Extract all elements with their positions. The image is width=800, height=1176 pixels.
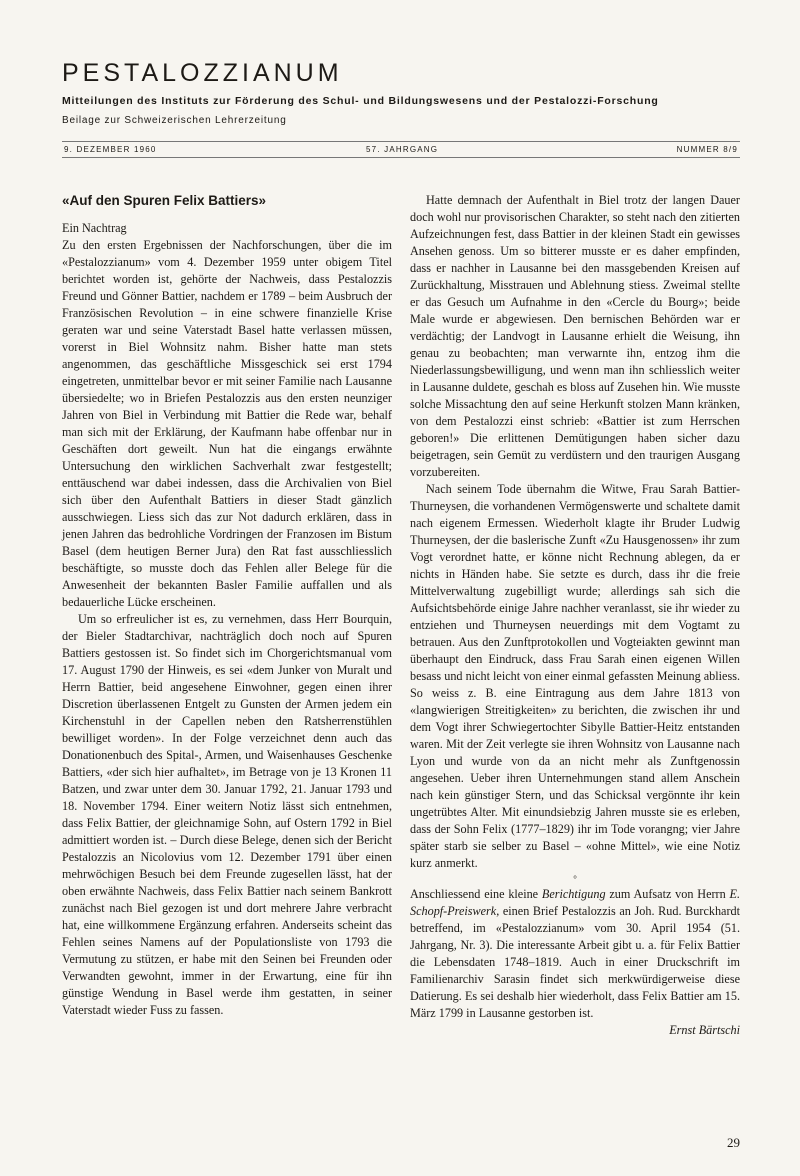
addendum-paragraph (410, 886, 740, 1022)
section-separator: ° (573, 874, 577, 884)
page-number: 29 (727, 1135, 740, 1150)
body-paragraph: Zu den ersten Ergebnissen der Nachforschungen, über die im «Pestalozzianum» vom 4. Dezember 1959 unter obigem Titel berichtet worden ist, gehörte der Nachweis, dass Pestalozzis Freund und Gönner Battier, nachdem er 1789 – beim Ausbruch der Französischen Revolution – in eine schwere finanzielle Krise geraten war und seine Vaterstadt Basel hatte verlassen müssen, vorerst in Biel Wohnsitz nahm. Bisher hatte man stets angenommen, das geschäftliche Missgeschick sei erst 1794 eingetreten, unmittelbar bevor er mit seiner Familie nach Lausanne übersiedelte; wo in Briefen Pestalozzis aus den ersten neunziger Jahren von Biel in Verbindung mit Battier die Rede war, behalf man sich mit der Erklärung, der Kaufmann habe offenbar nur in Geschäften dort geweilt. Nun hat die eingangs erwähnte Untersuchung den wirklichen Sachverhalt zwar festgestellt; enttäuschend war dabei indessen, dass die Archivalien von Biel sich über den Aufenthalt Battiers in dieser Stadt gänzlich ausschwiegen. Liess sich das zur Not dadurch erklären, dass in jenen Jahren das bedrohliche Vordringen der Franzosen im Bistum Basel (dem heutigen Berner Jura) den Rat fast ausschliesslich beschäftigte, so musste doch das Fehlen aller Belege für die Anwesenheit der bekannten Basler Familie auffallen und als bedauerliche Lücke erscheinen. (62, 238, 392, 609)
masthead (62, 58, 742, 128)
addendum-text: zum Aufsatz von Herrn (605, 887, 730, 901)
body-paragraph: Um so erfreulicher ist es, zu vernehmen, dass Herr Bourquin, der Bieler Stadtarchivar, nachträglich doch noch auf Spuren Battiers gestossen ist. So findet sich im Chorgerichtsmanual vom 17. August 1790 der Hinweis, es sei «dem Junker von Muralt und Herrn Battier, beid angesehene Einwohner, gegen einen ihrer Discretion überlassenen Entgelt zu Gunsten der Armen jedem ein Kirchenstuhl in der Capellen neben den Ratsherrenstühlen bewilliget worden». In der Folge verzeichnet denn auch das Donationenbuch des Spital-, Armen, und Waisenhauses Geschenke Battiers, «der sich hier aufhaltet», im Betrage von je 13 Kronen 11 Batzen, und zwar unter dem 30. Januar 1792, 21. Januar 1793 und 18. November 1794. Einer weitern Notiz lässt sich entnehmen, dass Felix Battier, der gleichnamige Sohn, auf Ostern 1792 in Biel admittiert worden ist. – Durch diese Belege, denen sich der Bericht Pestalozzis an Nicolovius vom 12. Dezember 1791 über einen mehrwöchigen Besuch bei dem Freunde zugesellen lässt, hat der oben erwähnte Nachweis, dass Felix Battier nach seinem Bankrott zunächst nach Biel gezogen ist und dort mehrere Jahre verbracht hat, eine willkommene Ergänzung erfahren. Anderseits scheint das Fehlen seines Namens auf der Populationsliste von 1793 die Vermutung zu stützen, er habe mit den Seinen bei Freunden oder Verwandten gewohnt, immer in der Erwartung, eine für ihn günstige Wendung in Basel werde ihm gestatten, in seiner Vaterstadt wieder Fuss zu fassen. (62, 612, 392, 1017)
left-column (62, 192, 392, 1019)
publication-subtitle: Mitteilungen des Instituts zur Förderung des Schul- und Bildungswesens und der Pestalozzi-Forschung (62, 95, 659, 107)
issue-info-bar (62, 141, 740, 158)
addendum-author-ref: E. Schopf-Preiswerk, (410, 887, 740, 918)
issue-number: NUMMER 8/9 (676, 145, 738, 154)
addendum-text: einen Brief Pestalozzis an Joh. Rud. Burckhardt betreffend, im «Pestalozzianum» vom 30. April 1954 (51. Jahrgang, Nr. 3). Die interessante Arbeit gibt u. a. für Felix Battier die Lebensdaten 1748–1819. Auch in einer Druckschrift im Familienarchiv Sarasin findet sich merkwürdigerweise diese Datierung. Es sei deshalb hier wiederholt, dass Felix Battier am 15. März 1799 in Lausanne gestorben ist. (410, 904, 740, 1020)
article-author: Ernst Bärtschi (669, 1023, 740, 1037)
issue-volume: 57. JAHRGANG (366, 145, 439, 154)
body-paragraph: Nach seinem Tode übernahm die Witwe, Frau Sarah Battier-Thurneysen, die vorhandenen Vermögenswerte und schaltete damit nach eigenem Ermessen. Wiederholt klagte ihr Bruder Ludwig Thurneysen, der die baslerische Zunft «Zu Hausgenossen» ihr zum Vogt verordnet hatte, er könne nicht Rechnung ablegen, da er nichts in Händen habe. Sie setzte es durch, dass ihr die freie Mittelverwaltung zugebilligt wurde; allerdings sah sich die Aufsichtsbehörde einige Jahre nachher veranlasst, sie ihr wieder zu entziehen und Thurneysen neuerdings mit dem Vogtamt zu betrauen. Aus den Zunftprotokollen und Vogteiakten gewinnt man überhaupt den Eindruck, dass Frau Sarah einen eigenen Willen besass und nicht leicht von einer einmal gefassten Meinung abliess. So weiss z. B. eine Eintragung aus dem Jahre 1813 von «langwierigen Streitigkeiten» zu berichten, die zwischen ihr und dem Vogt ihrer Schwiegertochter Sibylle Battier-Heitz entstanden waren. Mit der Zeit verlegte sie ihren Wohnsitz von Lausanne nach Lyon und wurde von da an nicht mehr als Zunftgenossin angesehen. Ueber ihren Unternehmungen stand allem Anschein nach kein günstiger Stern, und das Schicksal vergönnte ihr kein ungetrübtes Alter. Mit einundsiebzig Jahren musste sie es erleben, dass der Sohn Felix (1777–1829) ihr im Tode vorangng; vier Jahre später starb sie selber zu Basel – «ohne Mittel», wie eine Notiz kurz anmerkt. (410, 482, 740, 870)
publication-title: PESTALOZZIANUM (62, 59, 343, 87)
addendum-emphasis: Berichtigung (541, 887, 606, 901)
addendum-text: Anschliessend eine kleine (410, 887, 542, 901)
body-paragraph: Hatte demnach der Aufenthalt in Biel trotz der langen Dauer doch wohl nur provisorischen Charakter, so steht nach den zitierten Aufzeichnungen fest, dass Battier in der kleinen Stadt ein gewisses Ansehen genoss. Um so bitterer musste er es daher empfinden, dass er nachher in Lausanne bei den massgebenden Kreisen auf Zurückhaltung, Misstrauen und Ablehnung stiess. Zweimal stellte er das Gesuch um Aufnahme in den «Cercle du Bourg»; beide Male wurde er abgewiesen. Den bernischen Behörden war er verdächtig; der Landvogt in Lausanne erhielt die Weisung, ihn genau zu beobachten; man verwarnte ihn, entzog ihm die Niederlassungsbewilligung, und wenn man ihn schliesslich weiter in Lausanne duldete, geschah es bloss auf Zusehen hin. Wie musste solche Missachtung den auf seine Herkunft stolzen Mann kränken, von dem Pestalozzi einst schrieb: «Battier ist zum Herrschen geboren!» Die erlittenen Demütigungen haben sicher dazu beigetragen, sein Gemüt zu verdüstern und den traurigen Ausgang vorzubereiten. (410, 193, 740, 479)
article-subtitle: Ein Nachtrag (62, 221, 127, 235)
right-column (410, 192, 740, 1039)
supplement-note: Beilage zur Schweizerischen Lehrerzeitung (62, 115, 287, 126)
article-title: «Auf den Spuren Felix Battiers» (62, 193, 267, 208)
issue-date: 9. DEZEMBER 1960 (64, 145, 157, 154)
